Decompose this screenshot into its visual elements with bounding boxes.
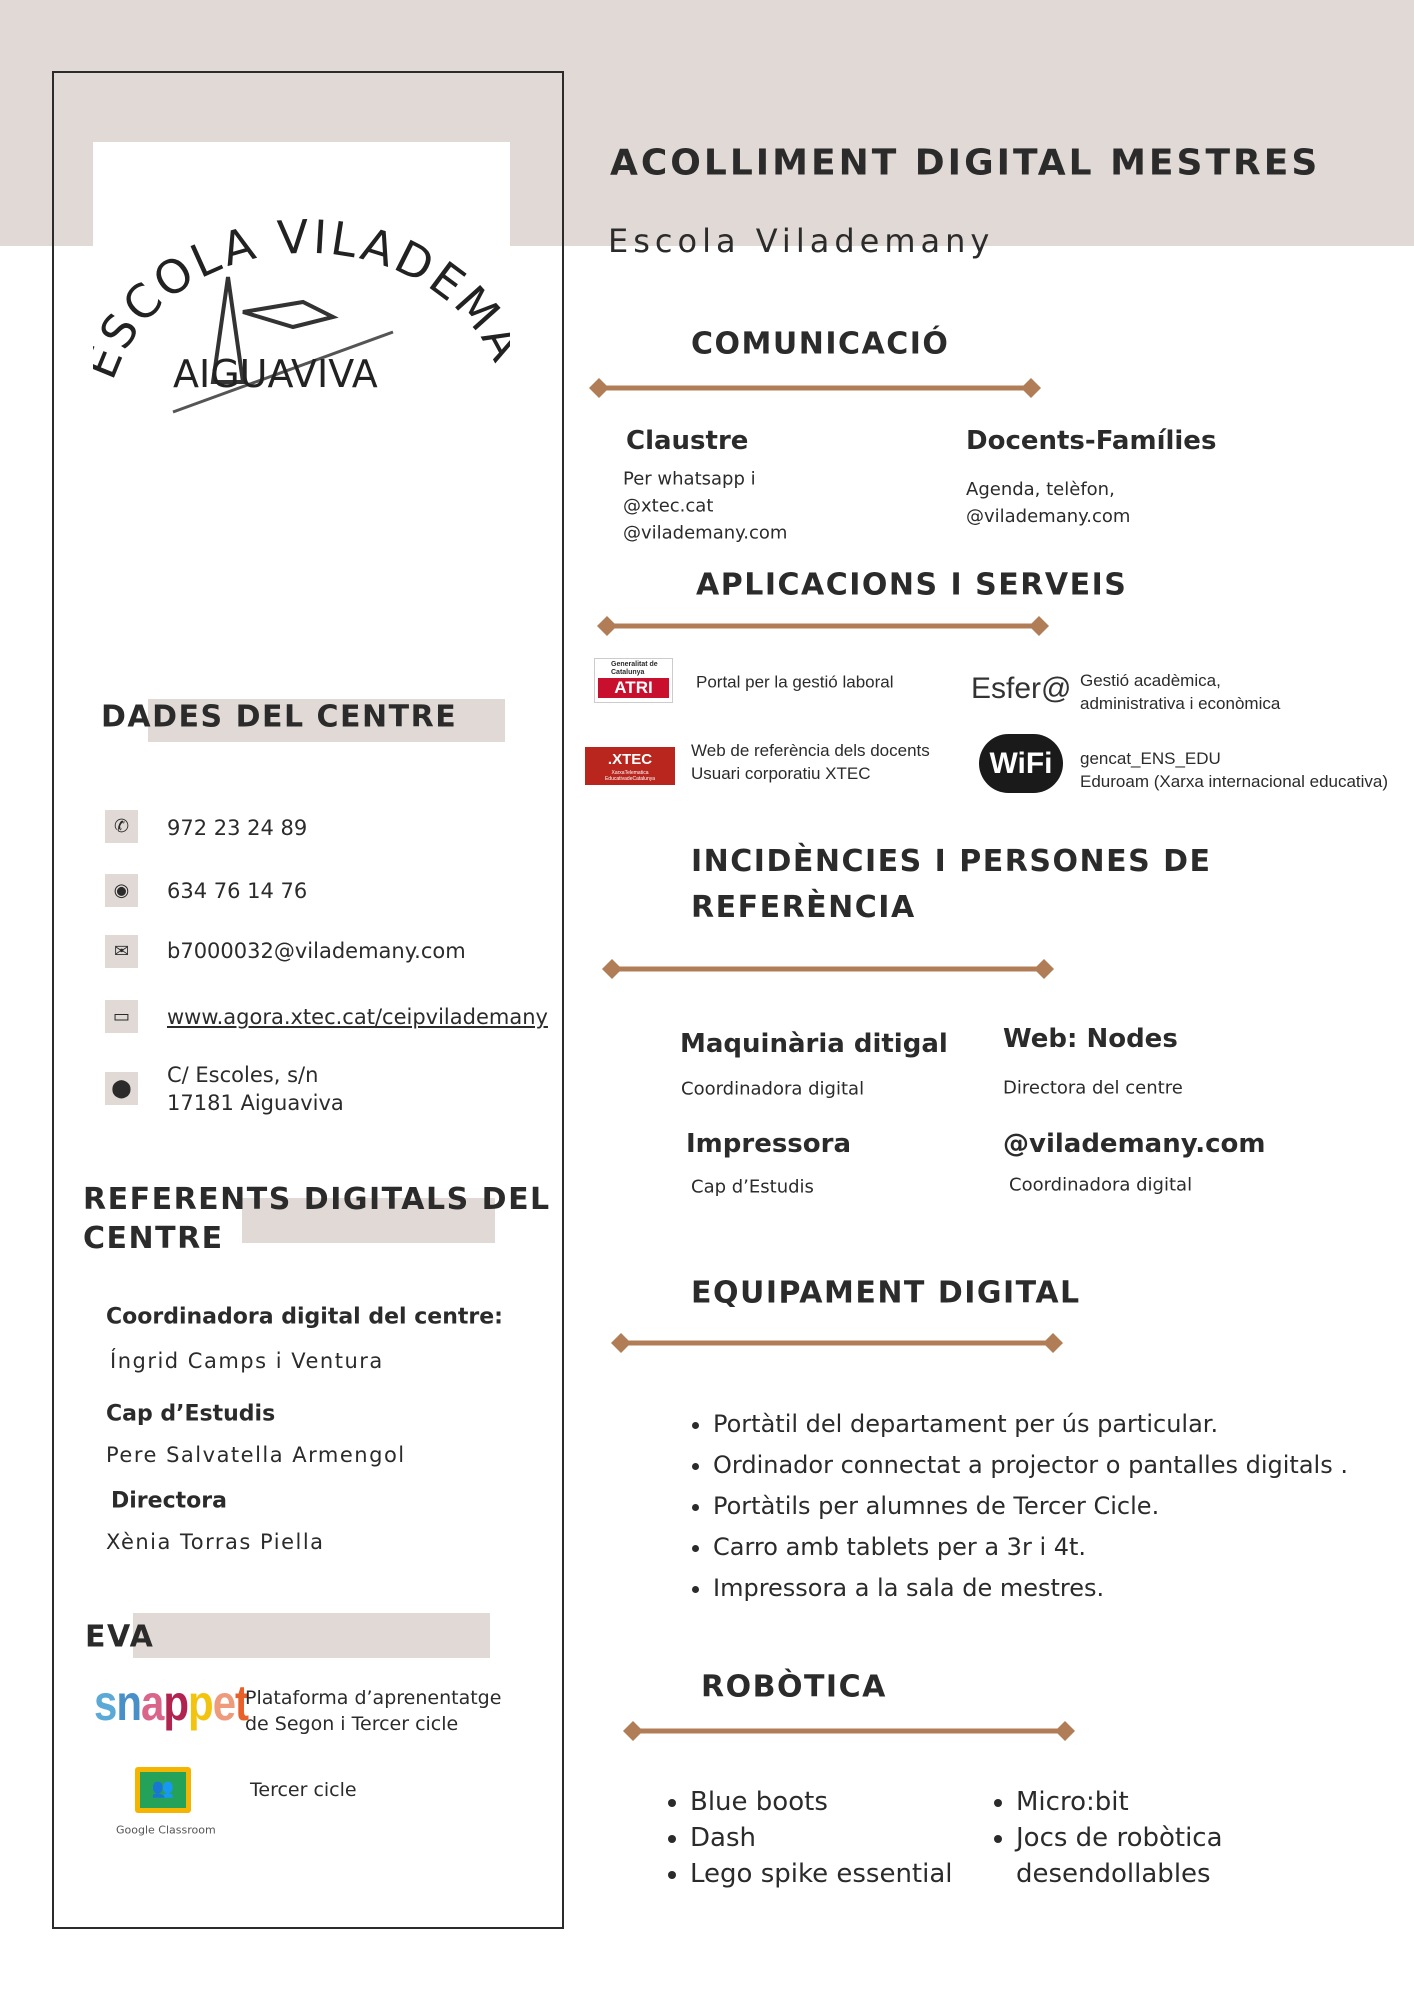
laptop-icon: ▭ xyxy=(105,1000,138,1033)
robotica-item: • Blue boots xyxy=(690,1784,953,1820)
claustre-line: @xtec.cat xyxy=(623,495,714,517)
snappet-line-1: Plataforma d’aprenentatge xyxy=(245,1687,502,1709)
claustre-line: @vilademany.com xyxy=(623,522,788,544)
equipament-item: • Portàtils per alumnes de Tercer Cicle. xyxy=(713,1486,1348,1527)
robotica-list-1 xyxy=(662,1784,953,1892)
dades-title: DADES DEL CENTRE xyxy=(101,699,458,735)
esfera-line-1: Gestió acadèmica, xyxy=(1080,671,1221,690)
referents-title-line-1: REFERENTS DIGITALS DEL xyxy=(83,1182,551,1217)
referents-title-line-2: CENTRE xyxy=(83,1221,224,1256)
svg-text:ESCOLA VILADEMANY xyxy=(93,142,510,386)
equipament-item: • Portàtil del departament per ús particular. xyxy=(713,1404,1348,1445)
logo-bottom-text: AIGUAVIVA xyxy=(173,352,378,396)
robotica-item: • Lego spike essential xyxy=(690,1856,953,1892)
claustre-title: Claustre xyxy=(626,426,749,456)
incidencia-person: Coordinadora digital xyxy=(681,1078,865,1100)
xtec-logo-sub: XarxaTelematica EducativadeCatalunya xyxy=(604,770,656,782)
section-divider xyxy=(597,616,1049,636)
phone-icon: ✆ xyxy=(105,810,138,843)
incidencia-title: Maquinària ditigal xyxy=(680,1029,948,1059)
wifi-logo: WiFi xyxy=(979,734,1063,793)
incidencia-person: Cap d’Estudis xyxy=(691,1176,814,1198)
referent-name: Xènia Torras Piella xyxy=(106,1530,325,1554)
referent-role: Cap d’Estudis xyxy=(106,1401,276,1427)
classroom-description: Tercer cicle xyxy=(250,1779,357,1801)
equipament-item: • Ordinador connectat a projector o pantalles digitals . xyxy=(713,1445,1348,1486)
xtec-logo-text: .XTEC xyxy=(607,751,653,768)
referents-title xyxy=(83,1180,551,1258)
heading-highlight xyxy=(133,1613,490,1658)
xtec-line-1: Web de referència dels docents xyxy=(691,741,930,760)
families-title: Docents-Famílies xyxy=(966,426,1217,456)
atri-description: Portal per la gestió laboral xyxy=(696,672,894,692)
atri-logo-top: Generalitat de Catalunya xyxy=(611,661,658,676)
equipament-list xyxy=(685,1404,1348,1609)
address-line-1: C/ Escoles, s/n xyxy=(167,1063,319,1087)
atri-logo[interactable] xyxy=(594,658,673,703)
whatsapp-icon: ◉ xyxy=(105,874,138,907)
address-line-2: 17181 Aiguaviva xyxy=(167,1091,344,1115)
incidencia-title: @vilademany.com xyxy=(1003,1129,1266,1159)
google-classroom-icon[interactable]: 👥 xyxy=(135,1767,191,1813)
referent-name: Pere Salvatella Armengol xyxy=(106,1443,406,1467)
page-subtitle: Escola Vilademany xyxy=(608,222,995,260)
wifi-line-2: Eduroam (Xarxa internacional educativa) xyxy=(1080,772,1389,791)
esfera-line-2: administrativa i econòmica xyxy=(1080,694,1281,713)
logo-top-text: SCOLA VILADEM xyxy=(93,209,510,359)
claustre-details xyxy=(623,466,787,547)
wifi-line-1: gencat_ENS_EDU xyxy=(1080,749,1221,768)
section-divider xyxy=(602,959,1054,979)
referent-name: Íngrid Camps i Ventura xyxy=(110,1349,384,1373)
families-line: @vilademany.com xyxy=(966,506,1131,527)
equipament-item: • Impressora a la sala de mestres. xyxy=(713,1568,1348,1609)
aplicacions-title: APLICACIONS I SERVEIS xyxy=(696,567,1128,603)
email-link[interactable]: b7000032@vilademany.com xyxy=(167,939,466,963)
incidencies-title-line-1: INCIDÈNCIES I PERSONES DE xyxy=(691,844,1212,879)
website-link[interactable]: www.agora.xtec.cat/ceipvilademany xyxy=(167,1005,548,1029)
esfera-description xyxy=(1080,669,1280,715)
snappet-logo[interactable]: snappet xyxy=(94,1674,249,1731)
section-divider xyxy=(611,1333,1063,1353)
referent-role: Coordinadora digital del centre: xyxy=(106,1304,503,1330)
incidencia-person: Coordinadora digital xyxy=(1009,1174,1193,1196)
robotica-item: • Dash xyxy=(690,1820,953,1856)
families-line: Agenda, telèfon, xyxy=(966,479,1115,500)
claustre-line: Per whatsapp i xyxy=(623,468,756,490)
incidencia-title: Web: Nodes xyxy=(1003,1024,1178,1054)
atri-logo-text: ATRI xyxy=(598,678,669,698)
address xyxy=(167,1061,344,1117)
incidencia-title: Impressora xyxy=(686,1129,852,1159)
comunicacio-title: COMUNICACIÓ xyxy=(691,326,950,362)
snappet-line-2: de Segon i Tercer cicle xyxy=(245,1713,459,1735)
robotica-item: • Micro:bit xyxy=(1016,1784,1276,1820)
school-logo xyxy=(93,142,510,421)
equipament-title: EQUIPAMENT DIGITAL xyxy=(691,1275,1081,1311)
incidencia-person: Directora del centre xyxy=(1003,1077,1183,1099)
mail-icon: ✉ xyxy=(105,935,138,968)
xtec-description xyxy=(691,739,930,785)
page-title: ACOLLIMENT DIGITAL MESTRES xyxy=(610,142,1321,184)
snappet-description xyxy=(245,1685,501,1737)
incidencies-title-line-2: REFERÈNCIA xyxy=(691,890,916,925)
whatsapp-number: 634 76 14 76 xyxy=(167,879,308,903)
wifi-description xyxy=(1080,747,1388,793)
phone-number: 972 23 24 89 xyxy=(167,816,308,840)
location-pin-icon: ⬤ xyxy=(105,1072,138,1105)
xtec-logo[interactable] xyxy=(585,747,675,785)
section-divider xyxy=(589,378,1041,398)
xtec-line-2: Usuari corporatiu XTEC xyxy=(691,764,871,783)
esfera-logo[interactable]: Esfer@ xyxy=(971,672,1072,705)
referent-role: Directora xyxy=(111,1488,227,1514)
google-classroom-label: Google Classroom xyxy=(116,1823,216,1837)
equipament-item: • Carro amb tablets per a 3r i 4t. xyxy=(713,1527,1348,1568)
eva-title: EVA xyxy=(85,1619,155,1655)
families-details xyxy=(966,476,1130,530)
robotica-item: • Jocs de robòtica desendollables xyxy=(1016,1820,1276,1892)
incidencies-title xyxy=(691,839,1212,931)
robotica-title: ROBÒTICA xyxy=(701,1669,887,1705)
robotica-list-2 xyxy=(988,1784,1276,1892)
section-divider xyxy=(623,1721,1075,1741)
